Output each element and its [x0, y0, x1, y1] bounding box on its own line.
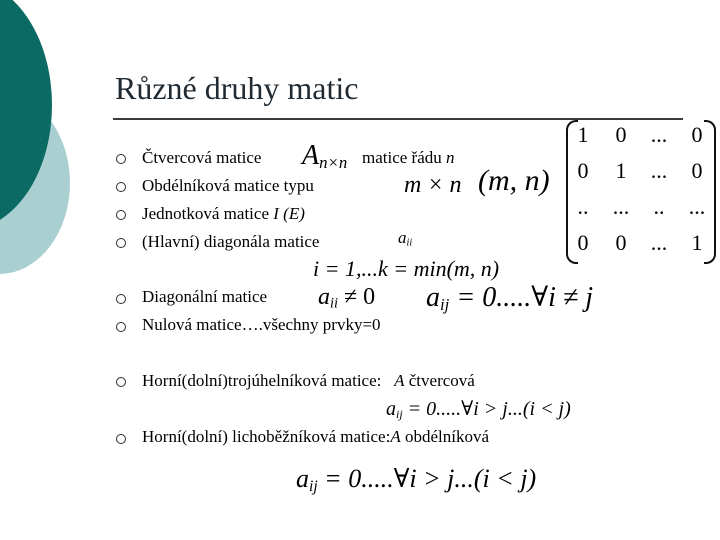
matrix-cell: ...	[688, 194, 706, 219]
identity-matrix	[566, 120, 716, 260]
formula-aij-zero-offdiagonal: $a_{ij}$ = 0.....∀i ≠ j	[426, 282, 594, 315]
formula-trapezoidal: $a_{ij}$ = 0.....∀i > j...(i < j)	[296, 464, 537, 495]
bullet-text-diagonal-matrix: Diagonální matice	[142, 287, 268, 306]
matrix-cell: ...	[650, 122, 668, 147]
formula-m-n-pair: (m, n)	[478, 164, 550, 197]
matrix-cell: ...	[650, 158, 668, 183]
matrix-cell: 0	[615, 230, 627, 255]
matrix-cell: 0	[691, 122, 703, 147]
bullet-icon	[116, 322, 126, 332]
slide-title: Různé druhy matic	[115, 70, 359, 106]
bullet-icon	[116, 210, 126, 220]
matrix-cell: 0	[615, 122, 627, 147]
bullet-text-square-matrix: Čtvercová matice	[142, 148, 262, 167]
matrix-cell: ..	[577, 194, 589, 219]
formula-m-by-n: m × n	[404, 172, 462, 198]
matrix-cell: ...	[612, 194, 630, 219]
formula-triangular: $a_{ij}$ = 0.....∀i > j...(i < j)	[386, 398, 571, 421]
matrix-cell: 0	[577, 230, 589, 255]
formula-a-ii: $a_{ii}$	[398, 228, 413, 249]
formula-diagonal-range: i = 1,...k = min(m, n)	[313, 256, 500, 281]
bullet-text-triangular: Horní(dolní)trojúhelníková matice: A čtvercová	[142, 371, 475, 390]
bullet-icon	[116, 154, 126, 164]
matrix-cell: ...	[650, 230, 668, 255]
matrix-cell: 0	[691, 158, 703, 183]
formula-square-matrix: $A_{n\times n}$	[302, 140, 348, 173]
bullet-text-identity-matrix: Jednotková matice I (E)	[142, 204, 305, 223]
matrix-cell: 1	[577, 122, 589, 147]
bullet-icon	[116, 377, 126, 387]
matrix-cell: 1	[691, 230, 703, 255]
bullet-text-diagonal: (Hlavní) diagonála matice	[142, 232, 320, 251]
bullet-icon	[116, 238, 126, 248]
matrix-cell: 1	[615, 158, 627, 183]
bullet-icon	[116, 182, 126, 192]
bullet-icon	[116, 434, 126, 444]
bullet-text-trapezoidal: Horní(dolní) lichoběžníková matice:A obdélníková	[142, 427, 489, 446]
bullet-text-zero-matrix: Nulová matice….všechny prvky=0	[142, 315, 381, 334]
bullet-text-order: matice řádu n	[362, 148, 455, 167]
bullet-icon	[116, 294, 126, 304]
formula-aii-nonzero: $a_{ii} \ne 0$	[318, 284, 376, 312]
bullet-text-rectangular-matrix: Obdélníková matice typu	[142, 176, 314, 195]
matrix-cell: 0	[577, 158, 589, 183]
matrix-cell: ..	[653, 194, 665, 219]
